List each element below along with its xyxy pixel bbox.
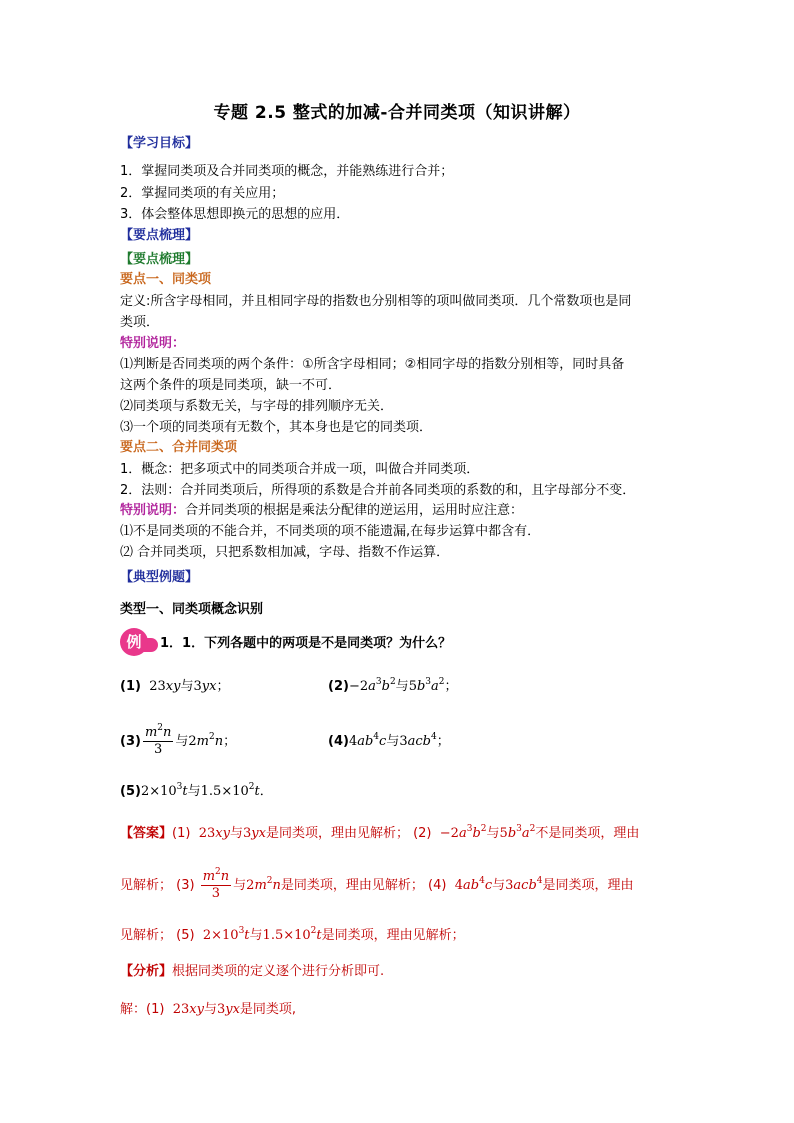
special-note-label: 特别说明：	[120, 336, 186, 351]
math-expression: 23xy	[145, 679, 181, 694]
question-item-2	[328, 677, 458, 697]
definition-text: 定义:所含字母相同，并且相同字母的指数也分别相等的项叫做同类项．几个常数项也是同	[120, 294, 632, 309]
question-item-4	[328, 732, 450, 752]
math-expression: $2\times 10^3t$	[140, 782, 188, 799]
section-goal-heading: 【学习目标】	[120, 136, 199, 151]
math-expression: 3yx	[242, 826, 266, 841]
note-text: ⑵同类项与系数无关，与字母的排列顺序无关．	[120, 399, 394, 414]
connector-text: 与	[492, 878, 506, 893]
special-note-label: 特别说明：	[120, 503, 186, 518]
point1-title: 要点一、同类项	[120, 272, 212, 287]
section-examples-heading: 【典型例题】	[120, 570, 199, 585]
math-expression: 23xy	[168, 1002, 204, 1017]
punctuation: ；	[216, 679, 230, 694]
item-label: (4)	[328, 734, 349, 749]
section-points-heading: 【要点梳理】	[120, 228, 199, 243]
math-expression: $4ab^4c$	[348, 732, 387, 749]
item-label: (1)	[172, 826, 191, 841]
answer-line-2	[120, 866, 634, 906]
example-badge: 例	[120, 628, 148, 656]
answer-text: 是同类项，理由	[542, 878, 634, 893]
math-expression: $1.5\times 10^2t$	[200, 782, 260, 799]
connector-text: 与	[249, 928, 263, 943]
solution-line	[120, 1000, 296, 1020]
section-points-subheading: 【要点梳理】	[120, 252, 199, 267]
connector-text: 与	[486, 826, 500, 841]
note-text: ⑴判断是否同类项的两个条件：①所含字母相同；②相同字母的指数分别相等，同时具备	[120, 357, 625, 372]
note-text: ⑶一个项的同类项有无数个，其本身也是它的同类项．	[120, 420, 433, 435]
point2-text: 2．法则：合并同类项后，所得项的系数是合并前各同类项的系数的和，且字母部分不变．	[120, 483, 636, 498]
connector-text: 与	[229, 826, 243, 841]
connector-text: 与	[203, 1002, 217, 1017]
solution-label: 解：(1)	[120, 1002, 165, 1017]
math-expression: $2m^2n$	[246, 876, 281, 893]
answer-text: 见解析；	[120, 878, 173, 893]
question-item-3	[120, 722, 236, 762]
answer-text: 见解析；	[120, 928, 173, 943]
connector-text: 与	[175, 734, 189, 749]
type1-heading: 类型一、同类项概念识别	[120, 602, 264, 617]
analysis-line	[120, 962, 384, 982]
math-expression: $2m^2n$	[188, 732, 224, 749]
item-label: (5)	[120, 784, 141, 799]
answer-line-1	[120, 824, 639, 844]
item-label: (5)	[176, 928, 195, 943]
math-expression: $2\times 10^3t$	[198, 926, 250, 943]
answer-line-3	[120, 926, 465, 946]
item-label: (2)	[328, 679, 349, 694]
math-expression: 3yx	[193, 679, 217, 694]
math-expression: $5b^3a^2$	[408, 677, 445, 694]
answer-text: 是同类项，理由见解析；	[265, 826, 409, 841]
question-item-1	[120, 677, 229, 697]
answer-text: 是同类项，理由见解析；	[280, 878, 424, 893]
analysis-tag: 【分析】	[120, 964, 173, 979]
fraction: $\frac{m^2n}{3}$	[202, 867, 230, 901]
answer-text: 是同类项，理由见解析；	[321, 928, 465, 943]
goal-item: 2．掌握同类项的有关应用；	[120, 186, 285, 201]
item-label: (4)	[428, 878, 447, 893]
special-note-line	[120, 501, 523, 521]
page-title: 专题 2.5 整式的加减-合并同类项（知识讲解）	[213, 103, 581, 123]
note-text: 这两个条件的项是同类项，缺一不可．	[120, 378, 342, 393]
question-item-5	[120, 782, 273, 802]
math-expression: 23xy	[194, 826, 230, 841]
punctuation: ；	[444, 679, 458, 694]
answer-tag: 【答案】	[120, 826, 173, 841]
point2-text: 1．概念：把多项式中的同类项合并成一项，叫做合并同类项．	[120, 462, 480, 477]
item-label: (1)	[120, 679, 141, 694]
item-label: (2)	[413, 826, 432, 841]
definition-text: 类项．	[120, 315, 160, 330]
analysis-text: 根据同类项的定义逐个进行分析即可.	[172, 964, 385, 979]
math-expression: $5b^3a^2$	[499, 824, 536, 841]
connector-text: 与	[187, 784, 201, 799]
math-expression: $-2a^3b^2$	[348, 677, 396, 694]
math-expression: 3acb$^4$	[505, 876, 543, 893]
punctuation: ；	[223, 734, 237, 749]
connector-text: 与	[180, 679, 194, 694]
fraction: $\frac{m^2n}{3}$	[144, 723, 172, 757]
math-expression: $-2a^3b^2$	[435, 824, 487, 841]
math-expression: 3acb$^4$	[399, 732, 437, 749]
connector-text: 与	[395, 679, 409, 694]
special-note-text: 合并同类项的根据是乘法分配律的逆运用，运用时应注意：	[185, 503, 524, 518]
connector-text: 与	[233, 878, 247, 893]
punctuation: ．	[259, 784, 273, 799]
math-expression: $4ab^4c$	[450, 876, 493, 893]
example-question: 1．1．下列各题中的两项是不是同类项？为什么？	[160, 636, 452, 651]
solution-text: 是同类项,	[239, 1002, 297, 1017]
note-text: ⑵ 合并同类项，只把系数相加减，字母、指数不作运算．	[120, 545, 450, 560]
punctuation: ；	[436, 734, 450, 749]
math-expression: 3yx	[216, 1002, 240, 1017]
connector-text: 与	[386, 734, 400, 749]
goal-item: 3．体会整体思想即换元的思想的应用．	[120, 207, 350, 222]
goal-item: 1．掌握同类项及合并同类项的概念，并能熟练进行合并；	[120, 164, 454, 179]
point2-title: 要点二、合并同类项	[120, 440, 238, 455]
math-expression: $1.5\times 10^2t$	[262, 926, 322, 943]
item-label: (3)	[120, 734, 141, 749]
note-text: ⑴不是同类项的不能合并，不同类项的项不能遗漏,在每步运算中都含有．	[120, 524, 541, 539]
answer-text: 不是同类项，理由	[535, 826, 640, 841]
item-label: (3)	[176, 878, 195, 893]
